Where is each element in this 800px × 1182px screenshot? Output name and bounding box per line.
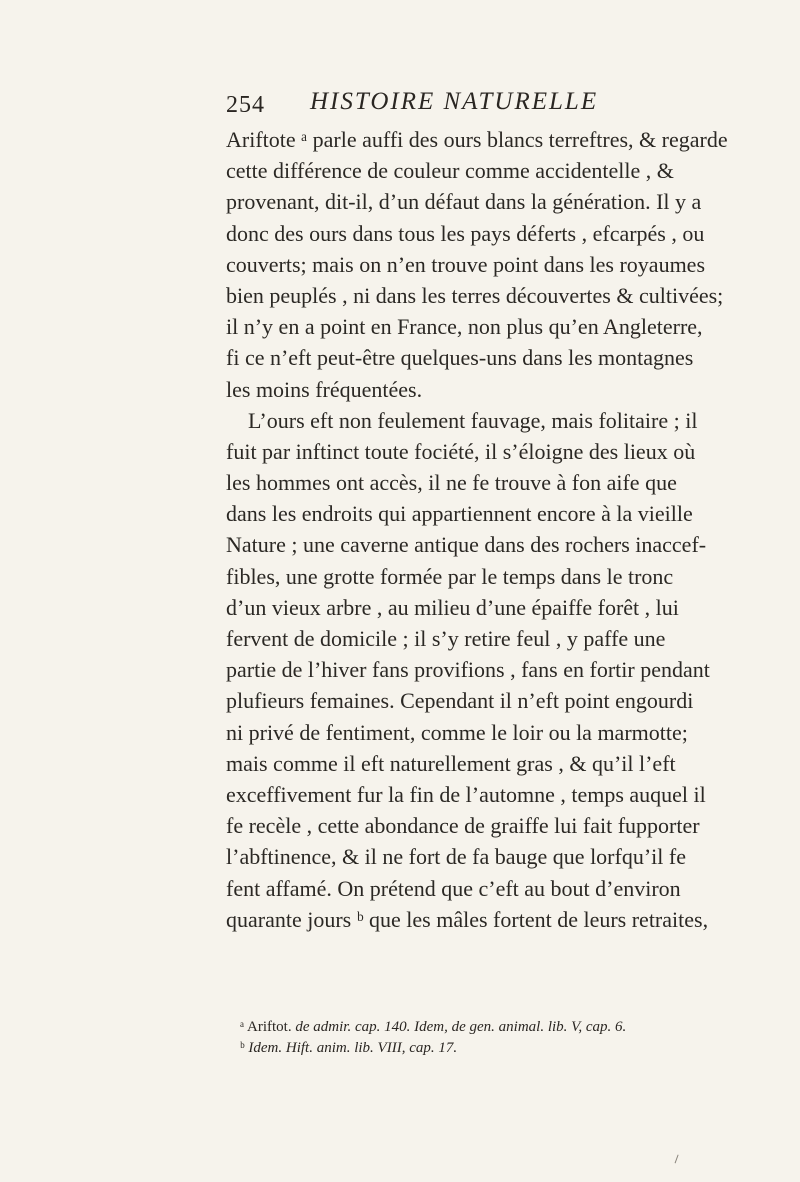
stray-ink-mark <box>675 1155 682 1165</box>
page-number: 254 <box>226 92 265 118</box>
text-line: fe recèle , cette abondance de graiffe lui fait fupporter <box>226 813 700 839</box>
text-line: mais comme il eft naturellement gras , & qu’il l’eft <box>226 750 676 776</box>
text-line: fuit par inftinct toute fociété, il s’éloigne des lieux où <box>226 438 696 464</box>
text-line: bien peuplés , ni dans les terres découvertes & cultivées; <box>226 282 724 308</box>
text-line: couverts; mais on n’en trouve point dans les royaumes <box>226 251 706 277</box>
text-line: fibles, une grotte formée par le temps dans le tronc <box>226 563 674 589</box>
text-line: fervent de domicile ; il s’y retire feul , y paffe une <box>226 626 666 651</box>
footnote-b-ref: ᵇ <box>240 1040 245 1056</box>
text-line: l’abftinence, & il ne fort de fa bauge que lorfqu’il fe <box>226 844 686 870</box>
text-line: il n’y en a point en France, non plus qu’en Angleterre, <box>226 314 703 340</box>
text-line: donc des ours dans tous les pays déferts , efcarpés , ou <box>226 220 705 246</box>
text-line: fi ce n’eft peut-être quelques-uns dans les montagnes <box>226 345 694 371</box>
text-line: les moins fréquentées. <box>226 376 423 402</box>
text-line: ni privé de fentiment, comme le loir ou la marmotte; <box>226 719 688 745</box>
text-line: fent affamé. On prétend que c’eft au bout d’environ <box>226 875 681 901</box>
text-line: les hommes ont accès, il ne fe trouve à fon aife que <box>226 470 677 496</box>
body-text <box>226 124 728 935</box>
text-line: provenant, dit-il, d’un défaut dans la génération. Il y a <box>226 189 702 215</box>
footnote-b <box>240 1038 660 1059</box>
text-line: cette différence de couleur comme accidentelle , & <box>226 158 674 184</box>
text-line: exceffivement fur la fin de l’automne , temps auquel il <box>226 781 706 807</box>
footnote-b-citation: Idem. Hift. anim. lib. VIII, cap. 17. <box>248 1040 458 1056</box>
text-line: dans les endroits qui appartiennent encore à la vieille <box>226 501 693 527</box>
footnotes <box>240 1017 660 1059</box>
footnote-a-ref: ᵃ Ariftot. <box>240 1019 292 1035</box>
page-header <box>226 88 666 120</box>
text-line: plufieurs femaines. Cependant il n’eft point engourdi <box>226 688 694 714</box>
text-line: L’ours eft non feulement fauvage, mais folitaire ; il <box>248 407 698 433</box>
text-line: Ariftote ᵃ parle auffi des ours blancs terreftres, & regarde <box>226 127 728 152</box>
footnote-a <box>240 1017 660 1038</box>
text-line: Nature ; une caverne antique dans des rochers inaccef- <box>226 532 707 558</box>
text-line: d’un vieux arbre , au milieu d’une épaiffe forêt , lui <box>226 594 679 620</box>
text-line: quarante jours ᵇ que les mâles fortent de leurs retraites, <box>226 906 709 932</box>
text-line: partie de l’hiver fans provifions , fans en fortir pendant <box>226 657 710 683</box>
running-title: HISTOIRE NATURELLE <box>310 88 599 115</box>
footnote-a-citation: de admir. cap. 140. Idem, de gen. animal. lib. V, cap. 6. <box>295 1019 627 1035</box>
